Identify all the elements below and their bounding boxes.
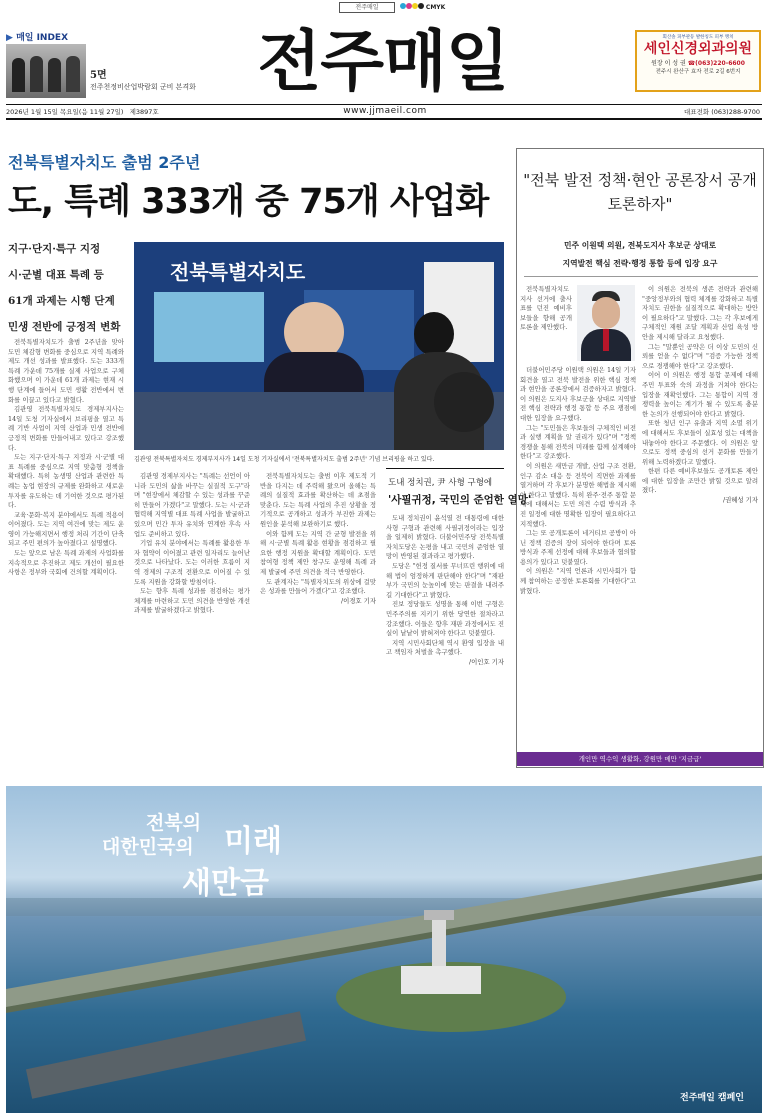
lead-col-2: 김관영 경제부지사는 "특례는 선언이 아니라 도민의 삶을 바꾸는 실질적 도구"라며 "현장에서 체감할 수 있는 성과를 꾸준히 만들어 가겠다"고 말했다. 도는 시·군과 협력해 지역별 대표 특례 사업을 발굴하고 있으며 민간 투자 유치와 연계한 후속 사업도 준비하고 있다. 기업 유치 분야에서는 특례를 활용한 투자 협약이 이어졌고 관련 일자리도 늘어난 것으로 나타났다. 도는 이러한 흐름이 지역 경제의 구조적 전환으로 이어질 수 있도록 지원을 강화할 방침이다. 도는 향후 특례 성과를 점검하는 평가 체계를 마련하고 도민 의견을 반영한 개선 과제를 발굴하겠다고 밝혔다.: [134, 472, 250, 615]
mid-headline: '사필귀정, 국민의 준엄한 열망': [388, 494, 532, 506]
ad-clinic-name: 세인신경외과의원: [643, 41, 753, 57]
index-label: ▶ 매일 INDEX: [6, 33, 69, 43]
lead-byline: /이경호 기자: [340, 596, 376, 605]
saemangeum-ad: [6, 786, 762, 1113]
ad-credit: 전주매일 캠페인: [680, 1093, 744, 1103]
mid-kicker: 도내 정치권, 尹 사형 구형에: [388, 478, 493, 488]
right-bottom-bar: 개인만 역수익 생활화, 강원만 메만 '지금급': [517, 752, 763, 766]
right-sub-2: 지역발전 핵심 전략·행정 통합 등에 입장 요구: [562, 259, 718, 268]
ad-big-1: 미래: [224, 824, 282, 859]
lead-photo-caption: 김관영 전북특별자치도 경제부지사가 14일 도청 기자실에서 '전북특별자치도 출범 2주년' 기념 브리핑을 하고 있다.: [134, 456, 435, 463]
right-col-1b: 더불어민주당 이원택 의원은 14일 기자회견을 열고 전북 발전을 위한 핵심 정책과 현안을 공론장에서 검증하자고 밝혔다. 이 의원은 도지사 후보군을 상대로 지역발전 핵심 전략과 행정 통합 등 주요 쟁점에 대한 입장을 요구했다. 그는 "도민들은 후보들의 구체적인 비전과 실행 계획을 알 권리가 있다"며 "정책 경쟁을 통해 전북의 미래를 함께 설계해야 한다"고 강조했다. 이 의원은 새만금 개발, 산업 구조 전환, 인구 감소 대응 등 전북이 직면한 과제를 열거하며 각 후보가 분명한 해법을 제시해야 한다고 말했다. 특히 완주·전주 통합 문제에 대해서는 도민 의견 수렴 방식과 추진 일정에 대한 명확한 입장이 필요하다고 지적했다. 그는 또 공개토론이 네거티브 공방이 아닌 정책 검증의 장이 되어야 한다며 토론 방식과 주제 선정에 대해 후보들과 협의할 용의가 있다고 덧붙였다. 이 의원은 "지역 언론과 시민사회가 함께 참여하는 공정한 토론회를 기대한다"고 밝혔다.: [520, 366, 636, 595]
index-desc: 전주천정비산업박람회 군비 본격화: [90, 83, 196, 91]
mid-story-rule: [386, 468, 504, 469]
ad-line-2: 대한민국의: [102, 836, 194, 858]
lead-subheads: 지구·단지·특구 지정 시·군별 대표 특례 등 61개 과제는 시행 단계 민생 전반에 긍정적 변화: [8, 243, 121, 333]
right-portrait: [577, 285, 635, 361]
right-sub-rule: [524, 276, 758, 277]
lead-col-1: 전북특별자치도가 출범 2주년을 맞아 도민 체감형 변화를 중심으로 지역 특례와 제도 개선 성과를 발표했다. 도는 333개 특례 가운데 75개를 실제 사업으로 구체화했으며 이 가운데 61개 과제는 현재 시행 단계에 들어서 도민 생활 전반에서 변화를 이끌고 있다고 밝혔다. 김관영 전북특별자치도 경제부지사는 14일 도청 기자실에서 브리핑을 열고 특례 기반 사업이 지역 산업과 민생 전반에 긍정적 변화를 만들어내고 있다고 강조했다. 도는 지구·단지·특구 지정과 시·군별 대표 특례를 중심으로 지역 맞춤형 정책을 확대했다. 특히 농생명 산업과 관련한 특례는 농업 현장의 규제를 완화하고 새로운 투자를 유도하는 데 기여한 것으로 평가된다. 교육·문화·복지 분야에서도 특례 적용이 이어졌다. 도는 지역 여건에 맞는 제도 운영이 가능해지면서 행정 처리 기간이 단축되고 주민 편의가 높아졌다고 설명했다. 도는 앞으로 남은 특례 과제의 사업화를 지속적으로 추진하고 제도 개선이 필요한 사항은 정부와 국회에 건의할 계획이다.: [8, 338, 124, 577]
photo-sign: 전북특별자치도: [170, 260, 306, 284]
ad-big-2: 새만금: [182, 866, 269, 901]
dateline-date: 2026년 1월 15일 목요일(음 11월 27일) 제3897호: [6, 108, 159, 116]
right-quote-headline: "전북 발전 정책·현안 공론장서 공개토론하자": [523, 171, 757, 213]
mid-byline: /이인호 기자: [468, 657, 504, 666]
mid-col: 도내 정치권이 윤석열 전 대통령에 대한 사형 구형과 관련해 사필귀정이라는 입장을 일제히 밝혔다. 더불어민주당 전북특별자치도당은 논평을 내고 국민의 준엄한 열망이 반영된 결과라고 평가했다. 도당은 "헌정 질서를 무너뜨린 행위에 대해 법이 엄정하게 판단해야 한다"며 "재판부가 국민의 눈높이에 맞는 판결을 내려주길 기대한다"고 밝혔다. 진보 정당들도 성명을 통해 이번 구형은 민주주의를 지키기 위한 당연한 절차라고 강조했다. 이들은 향후 재판 과정에서도 진실이 낱낱이 밝혀져야 한다고 덧붙였다. 지역 시민사회단체 역시 환영 입장을 내고 책임자 처벌을 촉구했다. /이인호 기자: [386, 514, 504, 666]
top-press-box: 전주매일: [339, 2, 395, 13]
right-col-1: 전북특별자치도지사 선거에 출사표를 던진 예비후보들을 향해 공개토론을 제안했다.: [520, 285, 572, 332]
lead-photo: [134, 242, 504, 450]
masthead-title: 전주매일: [257, 23, 509, 100]
index-page: 5면: [90, 70, 107, 81]
lead-col-3: 전북특별자치도는 출범 이후 제도적 기반을 다지는 데 주력해 왔으며 올해는 특례의 실질적 효과를 확산하는 데 초점을 맞춘다. 도는 특례 사업의 추진 상황을 정기적으로 공개하고 성과가 부진한 과제는 원인을 분석해 보완하기로 했다. 이와 함께 도는 지역 간 균형 발전을 위해 시·군별 특례 활용 현황을 점검하고 필요한 행정 지원을 확대할 계획이다. 도민 참여형 정책 제안 창구도 운영해 특례 과제 발굴에 주민 의견을 적극 반영한다. 도 관계자는 "특별자치도의 위상에 걸맞은 성과를 만들어 가겠다"고 강조했다. /이경호 기자: [260, 472, 376, 605]
cmyk-marks: CMYK: [400, 3, 445, 11]
masthead-url[interactable]: www.jjmaeil.com: [343, 106, 427, 116]
right-sub-1: 민주 이원택 의원, 전북도지사 후보군 상대로: [563, 241, 717, 250]
right-col-2: 이 의원은 전북의 생존 전략과 관련해 "중앙정부와의 협력 체계를 강화하고 특별자치도 권한을 실질적으로 확대하는 방안이 필요하다"고 말했다. 그는 각 후보에게 구체적인 재원 조달 계획과 산업 육성 방안을 제시해 달라고 요청했다. 그는 "말뿐인 공약은 더 이상 도민의 신뢰를 얻을 수 없다"며 "검증 가능한 정책으로 경쟁해야 한다"고 강조했다. 이어 이 의원은 행정 통합 문제에 대해 주민 투표와 숙의 과정을 거쳐야 한다는 입장을 재확인했다. 그는 통합이 지역 경쟁력을 높이는 계기가 될 수 있도록 충분한 논의가 선행되어야 한다고 밝혔다. 또한 청년 인구 유출과 지역 소멸 위기에 대해서도 후보들이 실효성 있는 대책을 내놓아야 한다고 주문했다. 이 의원은 앞으로도 정책 중심의 선거 문화를 만들기 위해 노력하겠다고 말했다. 한편 다른 예비후보들도 공개토론 제안에 대한 입장을 조만간 밝힐 것으로 알려졌다. /권혜성 기자: [642, 285, 758, 505]
arrow-right-icon: ▶: [6, 33, 13, 43]
index-section: [6, 30, 206, 102]
lead-kicker: 전북특별자치도 출범 2주년: [8, 153, 201, 172]
top-ad: 회산솔 피부관등 발한칭도 피부 앵치 세인신경외과의원 원장 이 성 권 ☎(063)220-6600 전주시 완산구 효자 전로 2길 6번지: [635, 30, 761, 92]
right-byline: /권혜성 기자: [722, 496, 758, 505]
index-photo: [6, 44, 86, 98]
masthead-rule-bottom: [6, 118, 762, 120]
masthead-rule-top: [6, 104, 762, 105]
lead-headline: 도, 특례 333개 중 75개 사업화: [8, 182, 489, 222]
ad-line-1: 전북의: [146, 812, 202, 834]
dateline-rep: 대표전화 (063)288-9700: [684, 108, 760, 116]
